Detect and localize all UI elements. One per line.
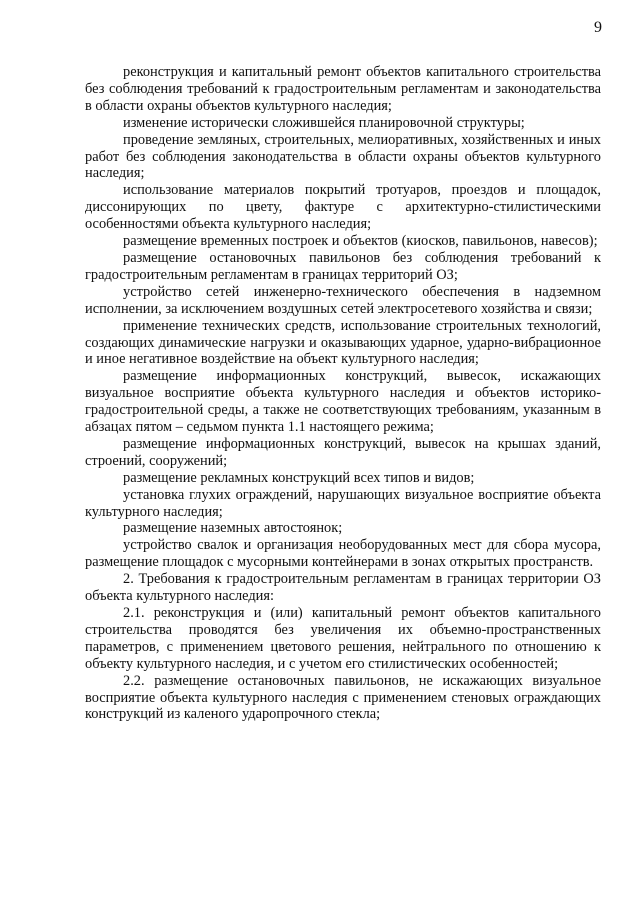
paragraph: установка глухих ограждений, нарушающих визуальное восприятие объекта культурного наследия; — [85, 486, 601, 520]
paragraph: размещение временных построек и объектов (киосков, павильонов, навесов); — [123, 233, 598, 250]
paragraph: 2.2. размещение остановочных павильонов, не искажающих визуальное восприятие объекта культурного наследия с применением стеновых ограждающих конструкций из каленого ударопрочного стекла; — [85, 672, 601, 723]
paragraph: проведение земляных, строительных, мелиоративных, хозяйственных и иных работ без соблюдения законодательства в области охраны объектов культурного наследия; — [85, 131, 601, 182]
paragraph: размещение остановочных павильонов без соблюдения требований к градостроительным регламентам в границах территорий ОЗ; — [85, 249, 601, 283]
page-number: 9 — [594, 19, 602, 36]
paragraph: реконструкция и капитальный ремонт объектов капитального строительства без соблюдения требований к градостроительным регламентам и законодательства в области охраны объектов культурного наследия; — [85, 64, 601, 114]
paragraph: устройство свалок и организация необорудованных мест для сбора мусора, размещение площадок с мусорными контейнерами в зонах открытых пространств. — [85, 537, 601, 571]
paragraph: размещение наземных автостоянок; — [123, 520, 343, 537]
paragraph: применение технических средств, использование строительных технологий, создающих динамические нагрузки и оказывающих ударное, ударно-вибрационное и иное негативное воздействие на объект культурного наследия; — [85, 317, 601, 368]
paragraph: размещение информационных конструкций, вывесок, искажающих визуальное восприятие объекта культурного наследия и объектов историко-градостроительной среды, а также не соответствующих требованиям, указанным в абзацах пятом – седьмом пункта 1.1 настоящего режима; — [85, 368, 601, 436]
paragraph: изменение исторически сложившейся планировочной структуры; — [123, 114, 525, 131]
paragraph: устройство сетей инженерно-технического обеспечения в надземном исполнении, за исключением воздушных сетей электросетевого хозяйства и связи; — [85, 283, 601, 317]
paragraph: 2.1. реконструкция и (или) капитальный ремонт объектов капитального строительства проводятся без увеличения их объемно-пространственных параметров, с применением цветового решения, нейтрального по отношению к объекту культурного наследия, и с учетом его стилистических особенностей; — [85, 605, 601, 672]
paragraph: размещение информационных конструкций, вывесок на крышах зданий, строений, сооружений; — [85, 435, 601, 469]
document-body — [85, 64, 601, 723]
paragraph: размещение рекламных конструкций всех типов и видов; — [123, 469, 475, 486]
paragraph: использование материалов покрытий тротуаров, проездов и площадок, диссонирующих по цвету, фактуре с архитектурно-стилистическими особенностями объекта культурного наследия; — [85, 182, 601, 233]
section-heading: 2. Требования к градостроительным регламентам в границах территории ОЗ объекта культурного наследия: — [85, 571, 601, 605]
